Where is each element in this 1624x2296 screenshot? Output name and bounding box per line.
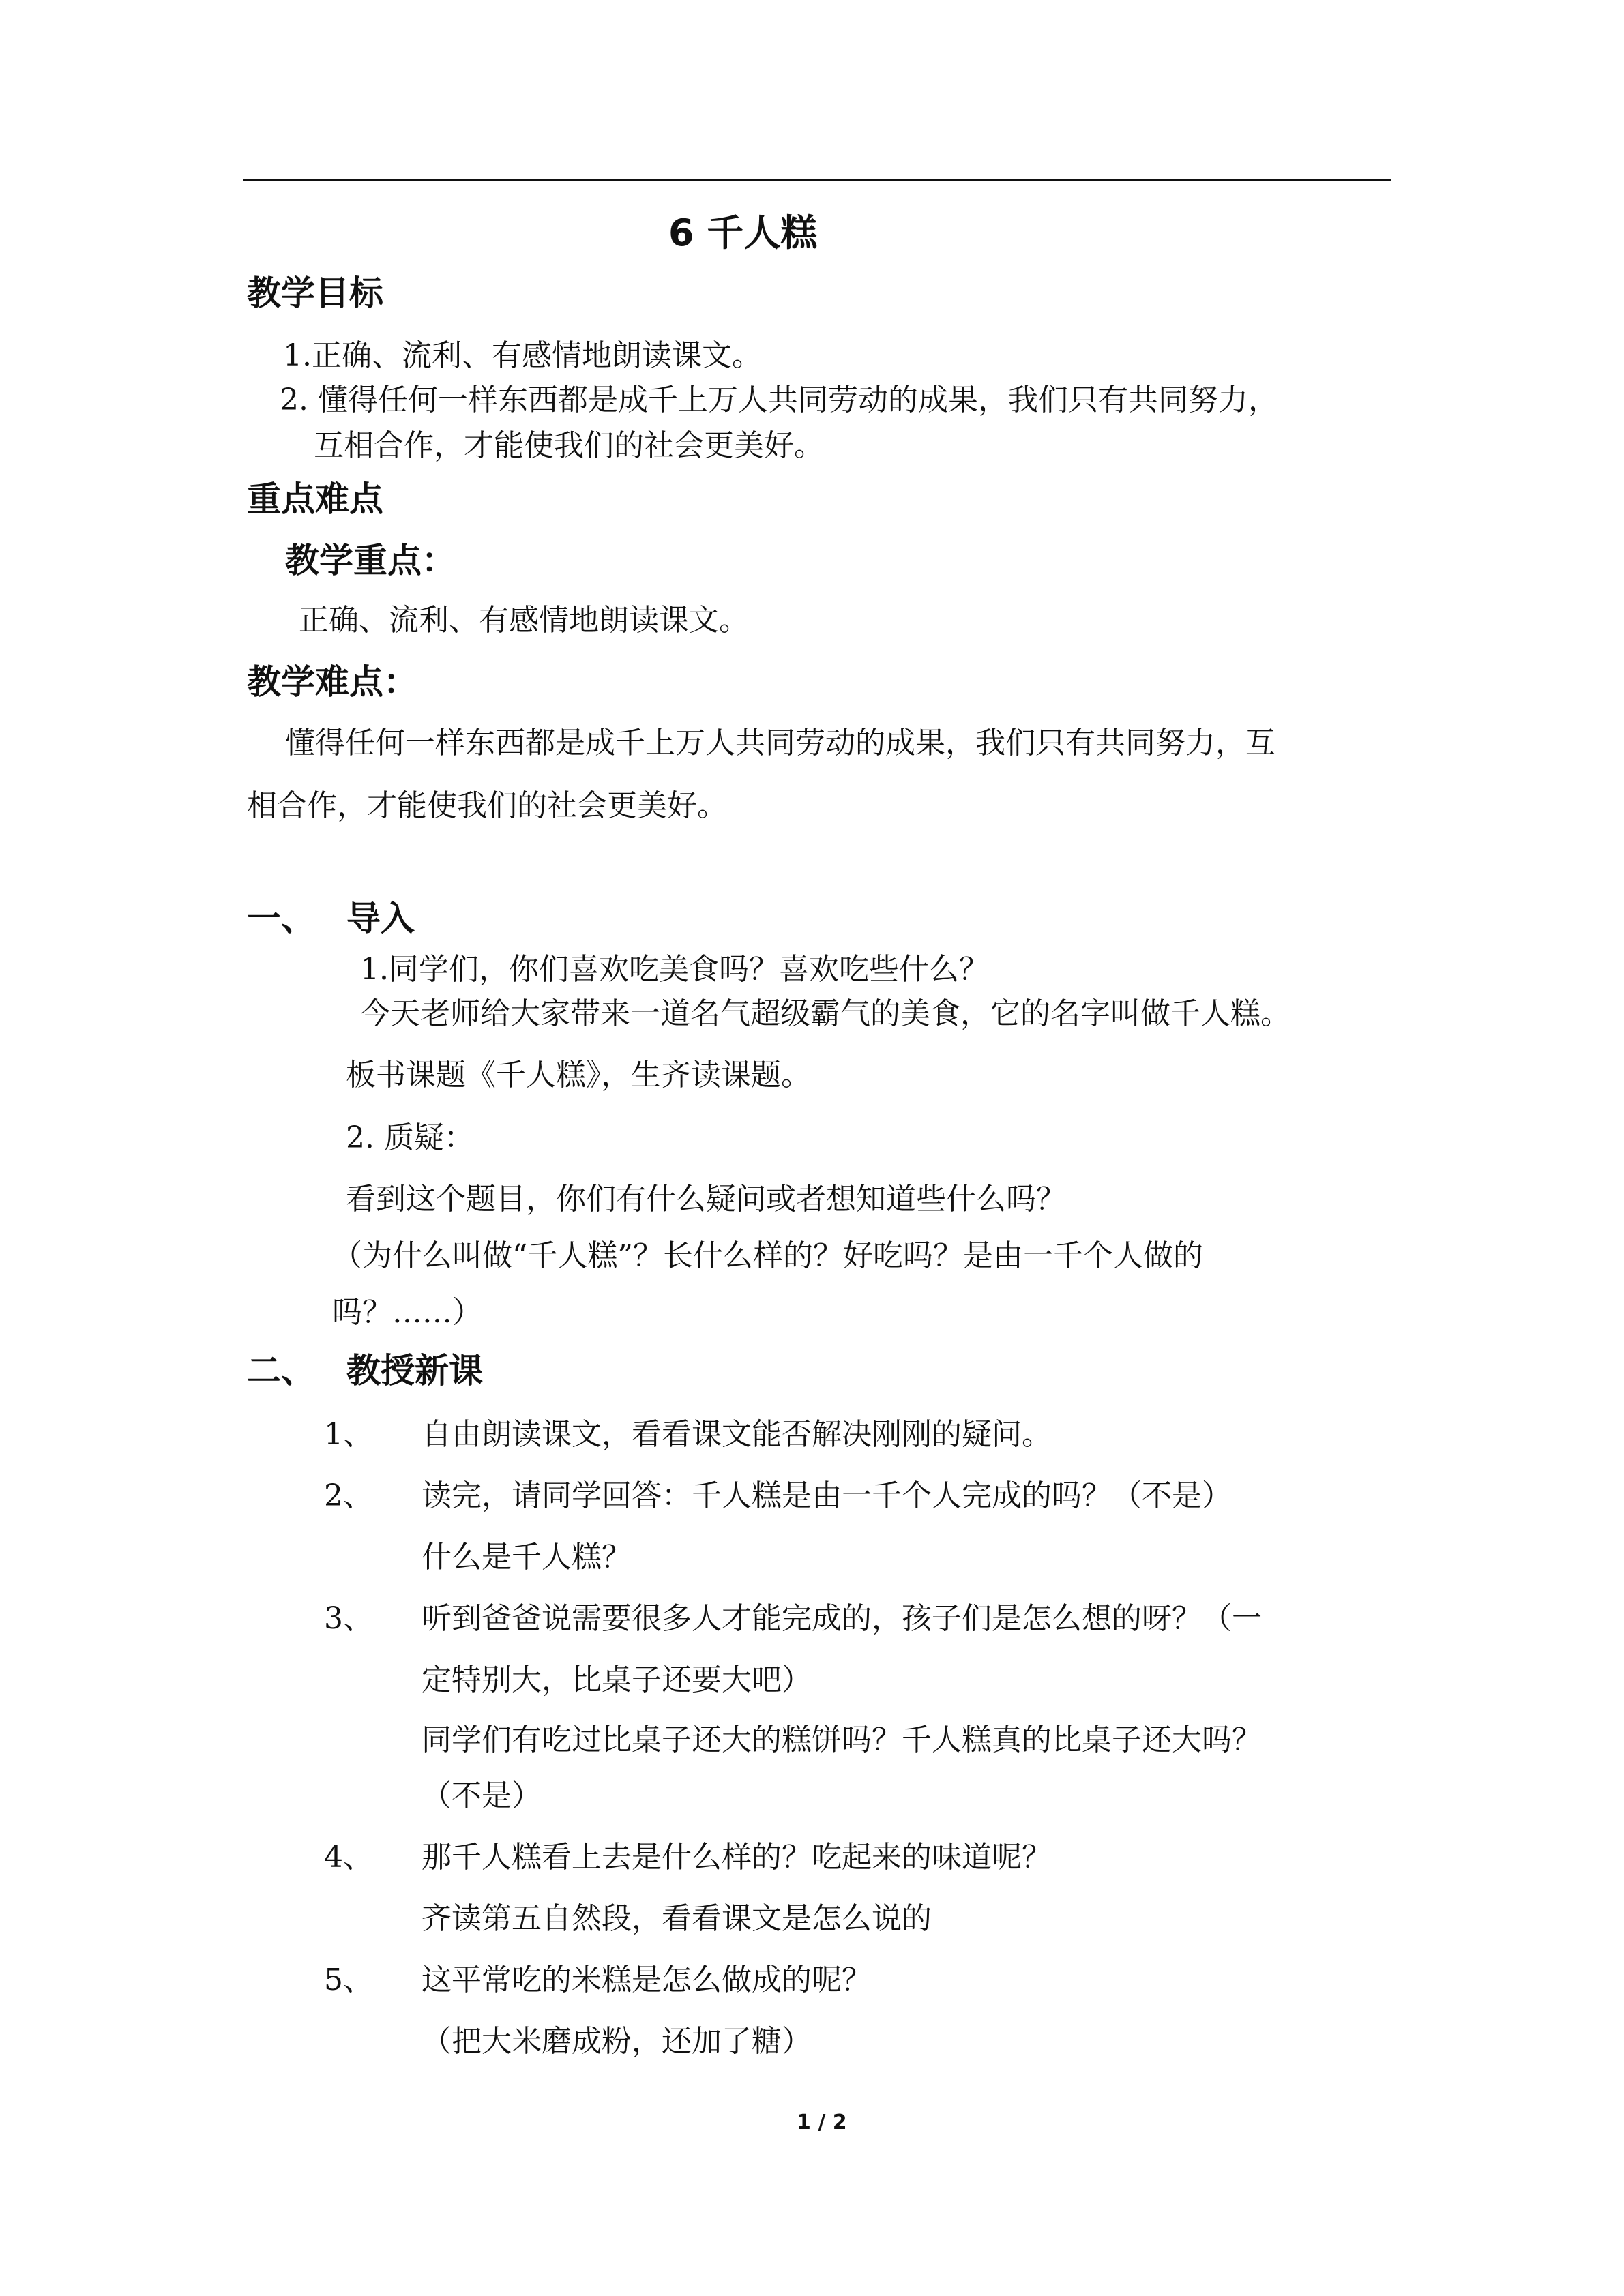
key-point-text: 正确、流利、有感情地朗读课文。 — [299, 603, 749, 638]
section-2-item-line: 听到爸爸说需要很多人才能完成的，孩子们是怎么想的呀？（一 — [422, 1601, 1262, 1636]
objective-item-2-line-1: 2. 懂得任何一样东西都是成千上万人共同劳动的成果，我们只有共同努力， — [280, 383, 1278, 417]
section-2-item-line: 读完，请同学回答：千人糕是由一千个人完成的吗？（不是） — [422, 1478, 1232, 1513]
section-1-line: （为什么叫做“千人糕”？长什么样的？好吃吗？是由一千个人做的 — [332, 1238, 1203, 1273]
section-2-item-number: 4、 — [324, 1840, 373, 1875]
section-2-item-line: 自由朗读课文，看看课文能否解决刚刚的疑问。 — [422, 1417, 1052, 1452]
section-2-item-line: 那千人糕看上去是什么样的？吃起来的味道呢？ — [422, 1840, 1052, 1875]
difficult-point-line-2: 相合作，才能使我们的社会更美好。 — [247, 788, 727, 823]
section-2-item-line: （把大米磨成粉，还加了糖） — [422, 2024, 812, 2059]
difficult-point-heading: 教学难点： — [247, 662, 417, 702]
page-title: 6 千人糕 — [668, 211, 818, 254]
section-2-item-line: 齐读第五自然段，看看课文是怎么说的 — [422, 1901, 932, 1936]
section-2-item-number: 1、 — [324, 1417, 373, 1452]
section-1-line: 板书课题《千人糕》，生齐读课题。 — [346, 1058, 811, 1092]
section-1-line: 吗？……） — [332, 1295, 482, 1330]
section-1-line: 今天老师给大家带来一道名气超级霸气的美食，它的名字叫做千人糕。 — [360, 996, 1290, 1031]
section-1-line: 看到这个题目，你们有什么疑问或者想知道些什么吗？ — [346, 1182, 1066, 1217]
section-2-item-line: 这平常吃的米糕是怎么做成的呢？ — [422, 1963, 872, 1997]
page-number: 1 / 2 — [797, 2111, 847, 2134]
section-2-item-line: 什么是千人糕？ — [422, 1540, 632, 1575]
section-1-line: 1.同学们，你们喜欢吃美食吗？喜欢吃些什么？ — [360, 952, 989, 987]
section-2-item-line: （不是） — [422, 1778, 542, 1813]
section-1-heading: 导入 — [346, 899, 415, 938]
section-2-item-line: 定特别大，比桌子还要大吧） — [422, 1663, 812, 1697]
key-point-heading: 教学重点： — [285, 541, 456, 580]
header-rule — [243, 179, 1391, 181]
section-1-line: 2. 质疑： — [346, 1120, 474, 1155]
section-2-item-number: 5、 — [324, 1963, 373, 1997]
section-1-number: 一、 — [247, 899, 315, 938]
section-2-heading: 教授新课 — [346, 1351, 483, 1390]
section-2-item-line: 同学们有吃过比桌子还大的糕饼吗？千人糕真的比桌子还大吗？ — [422, 1723, 1262, 1757]
focus-heading: 重点难点 — [247, 479, 383, 519]
section-2-item-number: 2、 — [324, 1478, 373, 1513]
section-2-item-number: 3、 — [324, 1601, 373, 1636]
section-2-number: 二、 — [247, 1351, 315, 1390]
objective-item-1: 1.正确、流利、有感情地朗读课文。 — [283, 338, 762, 373]
difficult-point-line-1: 懂得任何一样东西都是成千上万人共同劳动的成果，我们只有共同努力，互 — [285, 726, 1275, 760]
objectives-heading: 教学目标 — [247, 273, 383, 313]
objective-item-2-line-2: 互相合作，才能使我们的社会更美好。 — [314, 428, 824, 463]
